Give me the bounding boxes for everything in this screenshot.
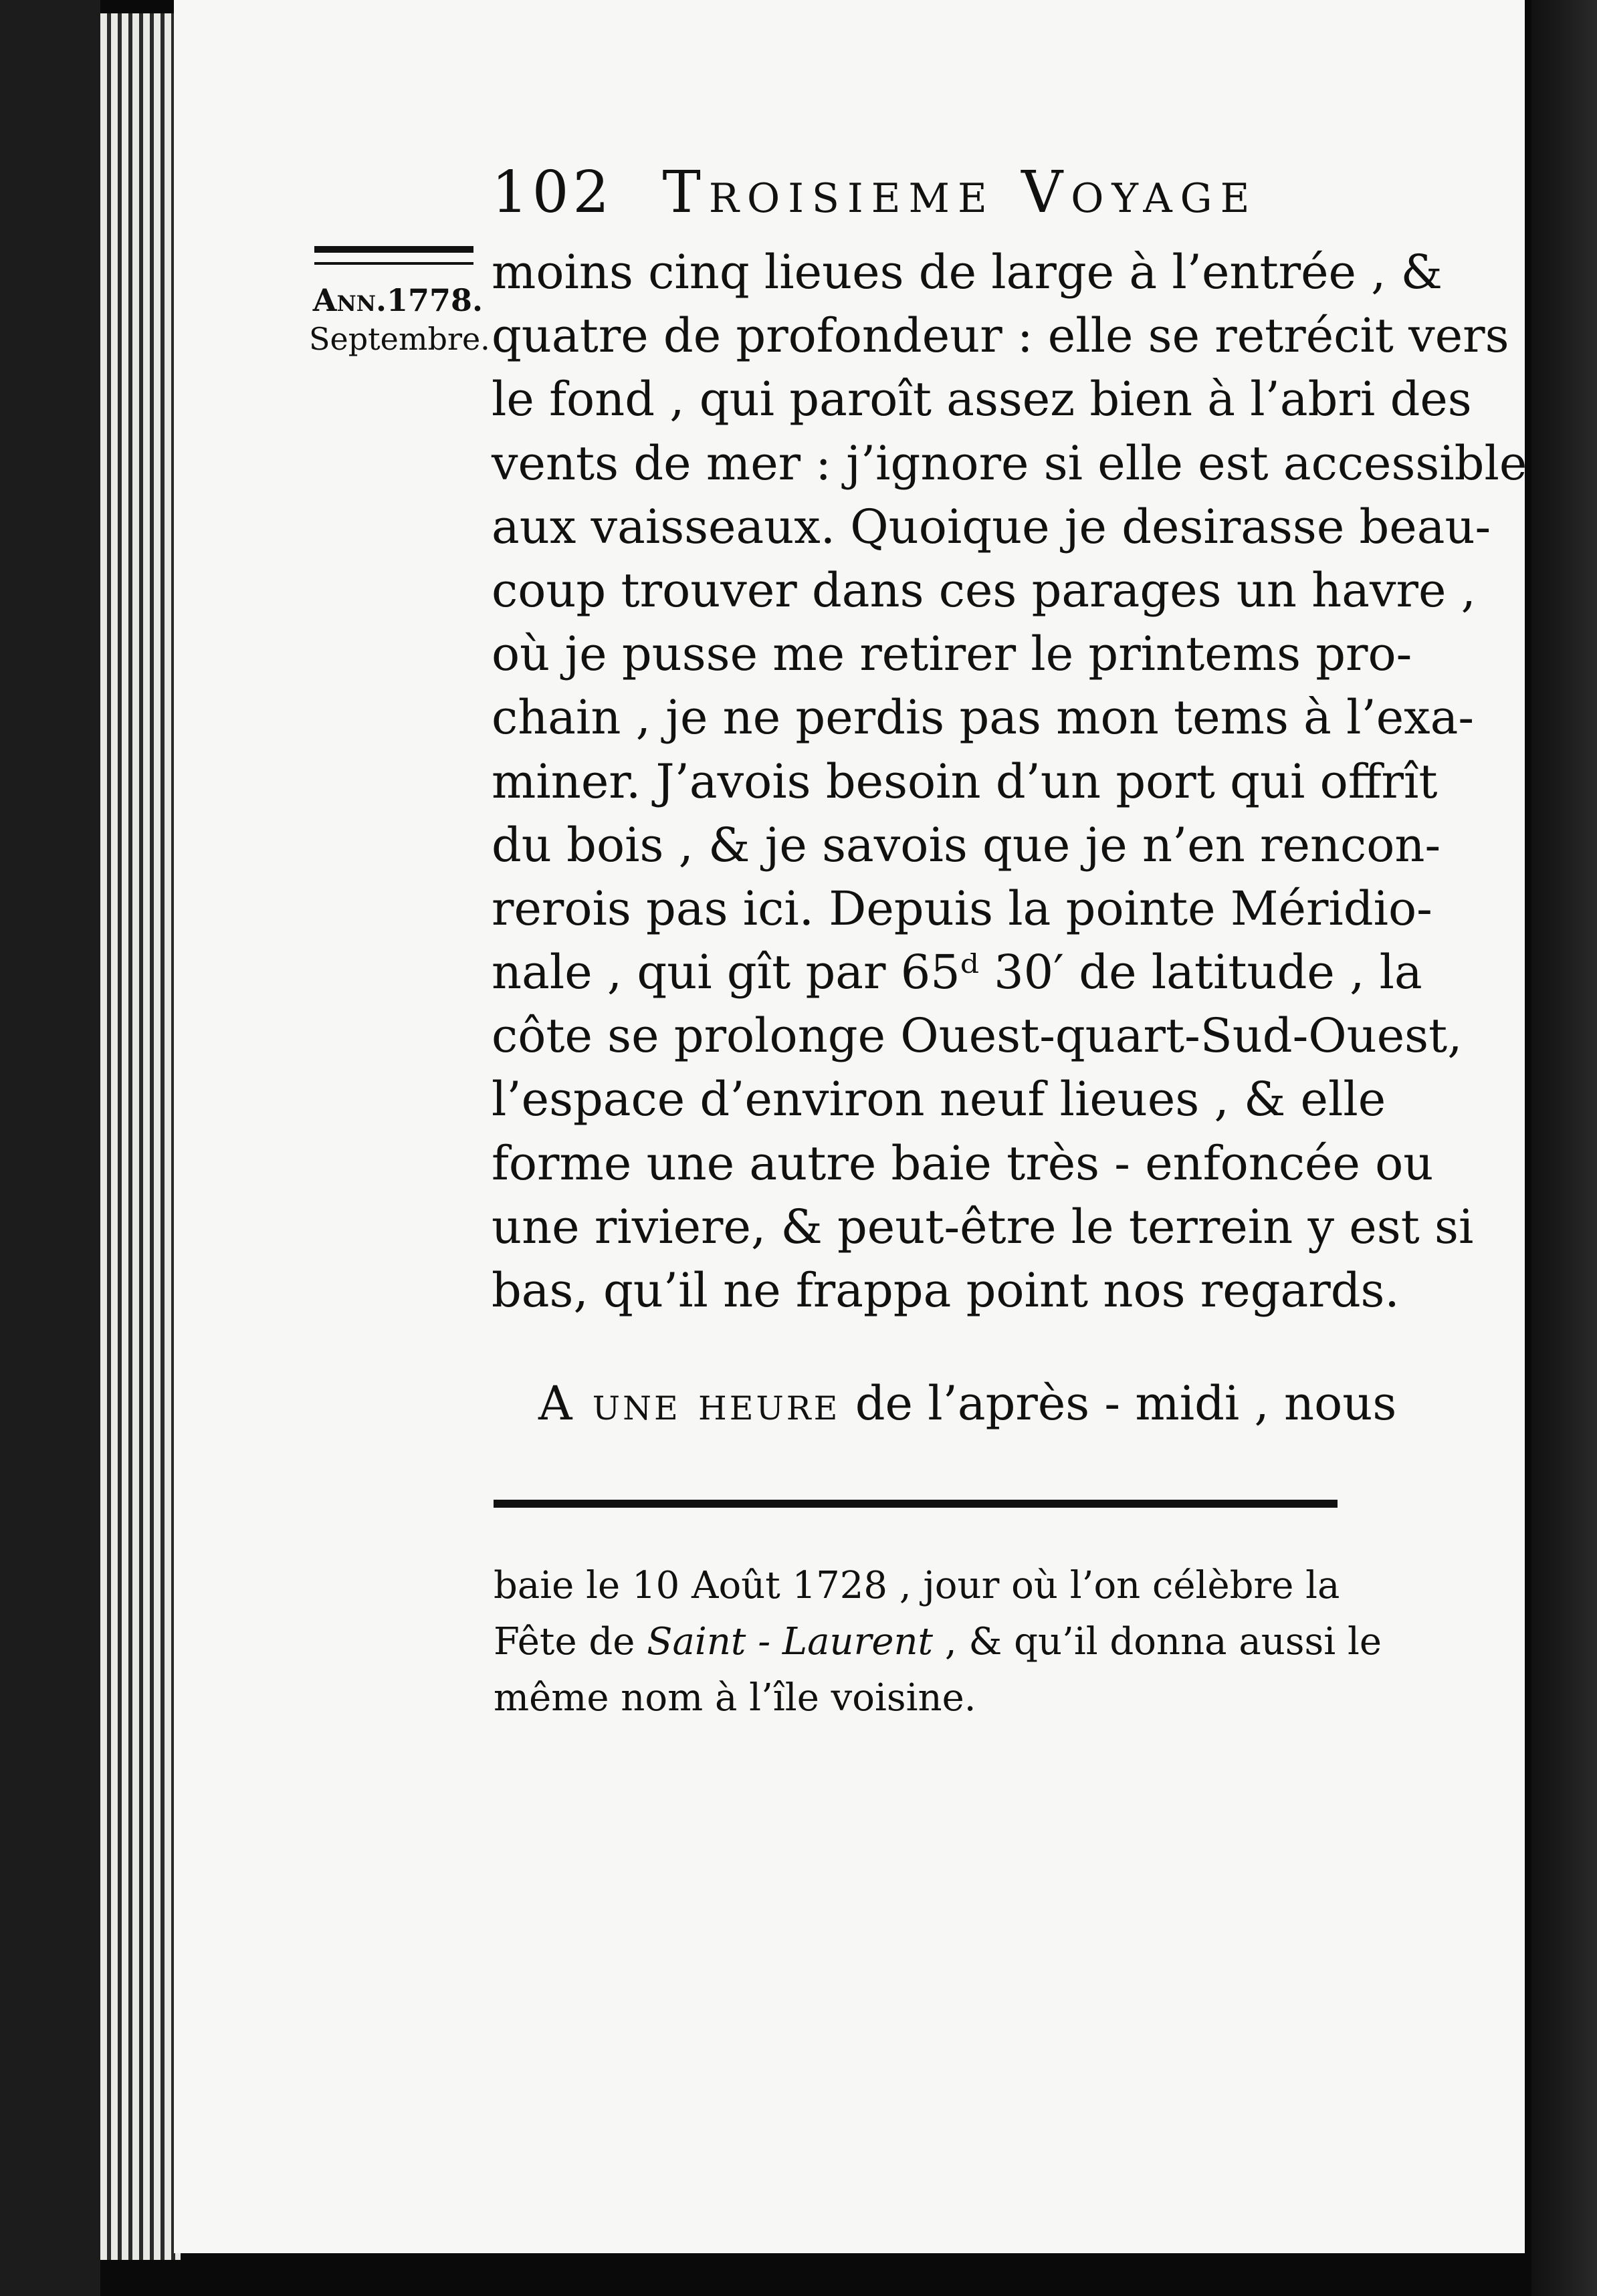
running-title: Troisieme Voyage [662, 159, 1258, 226]
footnote [494, 1558, 1382, 1726]
footnote-rule [494, 1500, 1338, 1508]
footnote-italic-name: Saint - Laurent [647, 1620, 934, 1663]
text-line: bas, qu’il ne frappa point nos regards. [492, 1263, 1400, 1318]
text-line: forme une autre baie très - enfoncée ou [492, 1135, 1434, 1191]
text-line: une riviere, & peut-être le terrein y est si [492, 1199, 1474, 1254]
book-binding-edge [0, 0, 100, 2296]
next-page-shadow [1531, 0, 1597, 2296]
text-line: côte se prolonge Ouest-quart-Sud-Ouest, [492, 1008, 1463, 1064]
running-header [492, 159, 1354, 239]
text-line: rerois pas ici. Depuis la pointe Méridio- [492, 881, 1432, 936]
text-line: le fond , qui paroît assez bien à l’abri des [492, 372, 1472, 427]
text-line: où je pusse me retirer le printems pro- [492, 626, 1412, 682]
second-paragraph-start [538, 1372, 1397, 1436]
footnote-text: Fête de [494, 1620, 647, 1663]
footnote-line [494, 1614, 1382, 1670]
text-line: du bois , & je savois que je n’en rencon- [492, 817, 1441, 873]
text-line: nale , qui gît par 65ᵈ 30′ de latitude , la [492, 945, 1422, 1000]
page-stack-edge [100, 13, 181, 2260]
text-line: vents de mer : j’ignore si elle est accessible [492, 435, 1527, 491]
text-line: coup trouver dans ces parages un havre , [492, 562, 1476, 618]
footnote-line: même nom à l’île voisine. [494, 1676, 976, 1720]
margin-year: Ann.1778. [312, 282, 483, 318]
footnote-line: baie le 10 Août 1728 , jour où l’on célèbre la [494, 1564, 1340, 1607]
footnote-text: , & qu’il donna aussi le [933, 1620, 1382, 1663]
main-paragraph [492, 241, 1527, 1323]
paragraph-lead-rest: de l’après - midi , nous [840, 1376, 1397, 1431]
text-line: aux vaisseaux. Quoique je desirasse beau- [492, 499, 1491, 554]
margin-month: Septembre. [309, 321, 490, 357]
text-line: quatre de profondeur : elle se retrécit vers [492, 308, 1509, 364]
text-line: miner. J’avois besoin d’un port qui offrît [492, 754, 1438, 809]
text-line: chain , je ne perdis pas mon tems à l’exa- [492, 690, 1475, 745]
margin-double-rule [314, 246, 473, 265]
page-number: 102 [492, 159, 614, 226]
margin-note [309, 281, 490, 358]
text-line: l’espace d’environ neuf lieues , & elle [492, 1072, 1386, 1127]
paragraph-lead-small-caps: A une heure [538, 1376, 841, 1431]
text-line: moins cinq lieues de large à l’entrée , & [492, 245, 1443, 300]
